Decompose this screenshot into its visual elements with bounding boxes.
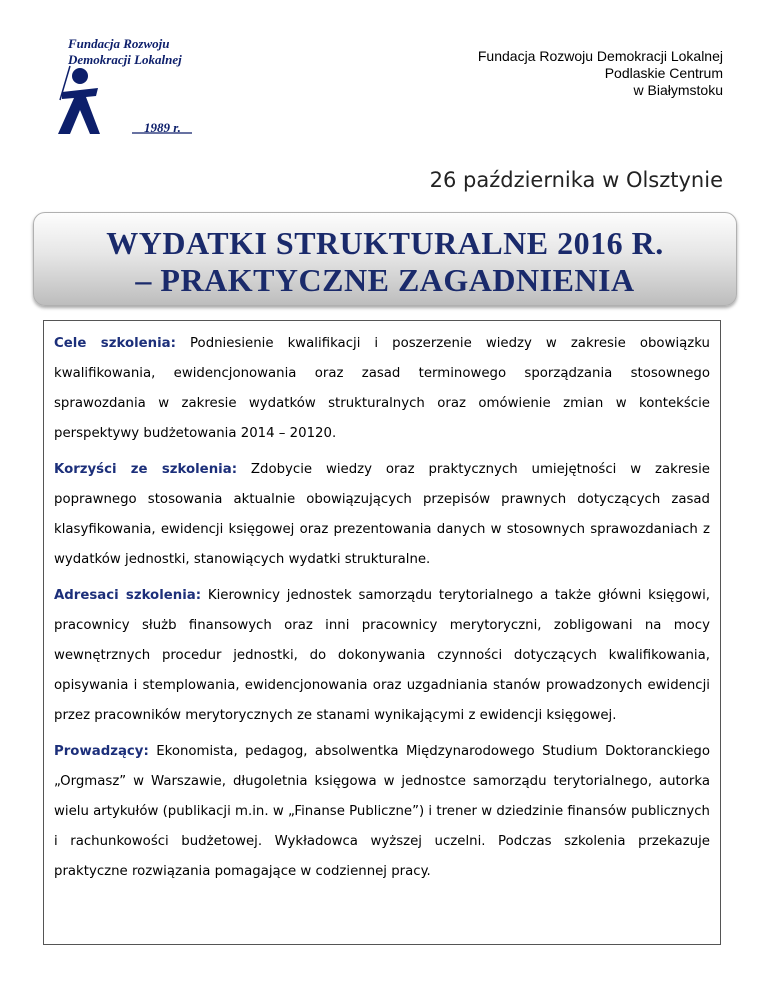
foundation-logo (52, 36, 202, 146)
title-line1: WYDATKI STRUKTURALNE 2016 R. (106, 225, 664, 261)
title-line2: – PRAKTYCZNE ZAGADNIENIA (135, 262, 635, 298)
training-details-box (43, 320, 721, 945)
section-text: Kierownicy jednostek samorządu terytorialnego a także główni księgowi, pracownicy służb finansowych oraz inni pracownicy merytoryczni, zobligowani na mocy wewnętrznych procedur jednostki, do dokonywania czynności dotyczących kwalifikowania, opisywania i stemplowania, ewidencjonowania oraz uzgadniania stanów prowadzonych ewidencji przez pracowników merytorycznych ze stanami wynikającymi z ewidencji księgowej. (54, 588, 710, 723)
section-benefits (54, 455, 710, 575)
section-text: Zdobycie wiedzy oraz praktycznych umiejętności w zakresie poprawnego stosowania aktualnie obowiązujących przepisów prawnych dotyczących zasad klasyfikowania, ewidencji księgowej oraz prezentowania danych w stosownych sprawozdaniach z wydatków jednostki, stanowiących wydatki strukturalne. (54, 462, 710, 567)
section-goals (54, 329, 710, 449)
organization-name: Fundacja Rozwoju Demokracji Lokalnej (477, 48, 723, 64)
organization-city: w Białymstoku (633, 82, 723, 98)
section-label: Cele szkolenia: (54, 336, 176, 351)
organization-header (478, 48, 723, 99)
section-label: Adresaci szkolenia: (54, 588, 202, 603)
section-label: Korzyści ze szkolenia: (54, 462, 238, 477)
section-audience (54, 581, 710, 731)
logo-name-line1: Fundacja Rozwoju (68, 36, 170, 51)
event-date-place: 26 października w Olsztynie (429, 168, 723, 192)
section-text: Podniesienie kwalifikacji i poszerzenie wiedzy w zakresie obowiązku kwalifikowania, ewidencjonowania oraz zasad terminowego sporządzania stosownego sprawozdania w zakresie wydatków strukturalnych oraz omówienie zmian w kontekście perspektywy budżetowania 2014 – 20120. (54, 336, 710, 441)
logo-name-line2: Demokracji Lokalnej (68, 52, 182, 67)
organization-branch: Podlaskie Centrum (604, 65, 723, 81)
section-trainer (54, 737, 710, 887)
logo-year: 1989 r. (144, 120, 181, 135)
title-banner (33, 212, 737, 306)
section-text: Ekonomista, pedagog, absolwentka Międzynarodowego Studium Doktoranckiego „Orgmasz” w Warszawie, długoletnia księgowa w jednostce samorządu terytorialnego, autorka wielu artykułów (publikacji m.in. w „Finanse Publiczne”) i trener w dziedzinie finansów publicznych i rachunkowości budżetowej. Wykładowca wyższej uczelni. Podczas szkolenia przekazuje praktyczne rozwiązania pomagające w codziennej pracy. (54, 744, 710, 879)
page-title (34, 225, 736, 299)
section-label: Prowadzący: (54, 744, 149, 759)
logo-name (68, 36, 182, 68)
